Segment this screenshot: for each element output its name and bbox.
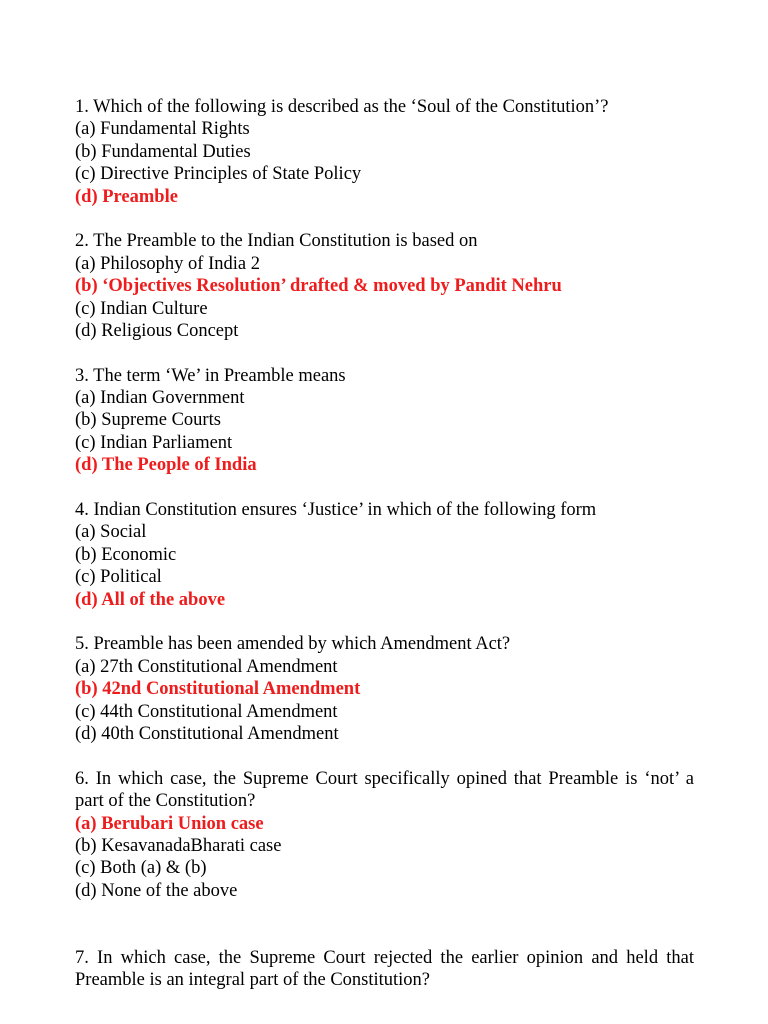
option: (c) Indian Parliament [75, 432, 233, 453]
option: (a) Indian Government [75, 388, 245, 409]
correct-answer: (d) All of the above [75, 589, 226, 610]
question-block [75, 96, 694, 208]
correct-answer: (d) The People of India [75, 455, 257, 476]
correct-answer: (b) ‘Objectives Resolution’ drafted & moved by Pandit Nehru [75, 276, 562, 297]
option: (c) Directive Principles of State Policy [75, 164, 362, 185]
question-text: 7. In which case, the Supreme Court rejected the earlier opinion and held that Preamble is an integral part of the Constitution? [75, 947, 694, 991]
option: (c) Both (a) & (b) [75, 858, 207, 879]
correct-answer: (a) Berubari Union case [75, 813, 264, 834]
option: (c) Political [75, 567, 162, 588]
option: (b) Supreme Courts [75, 410, 221, 431]
question-text: 3. The term ‘We’ in Preamble means [75, 365, 346, 386]
question-block [75, 365, 694, 477]
question-text: 1. Which of the following is described as the ‘Soul of the Constitution’? [75, 97, 609, 117]
correct-answer: (d) Preamble [75, 186, 178, 207]
option: (c) Indian Culture [75, 298, 208, 319]
option: (d) None of the above [75, 880, 238, 901]
option: (b) Economic [75, 544, 177, 565]
option: (d) 40th Constitutional Amendment [75, 723, 339, 744]
correct-answer: (b) 42nd Constitutional Amendment [75, 679, 361, 700]
option: (a) Social [75, 522, 147, 543]
question-block [75, 230, 694, 342]
question-block [75, 499, 694, 611]
option: (c) 44th Constitutional Amendment [75, 701, 338, 722]
quiz-document [75, 96, 694, 992]
option: (a) 27th Constitutional Amendment [75, 656, 338, 677]
question-text: 5. Preamble has been amended by which Amendment Act? [75, 634, 511, 655]
option: (a) Fundamental Rights [75, 119, 250, 140]
question-block [75, 768, 694, 902]
question-text: 2. The Preamble to the Indian Constitution is based on [75, 231, 478, 252]
question-text: 4. Indian Constitution ensures ‘Justice’ in which of the following form [75, 500, 597, 521]
question-block [75, 947, 694, 992]
question-block [75, 633, 694, 745]
option: (a) Philosophy of India 2 [75, 253, 260, 274]
question-text: 6. In which case, the Supreme Court specifically opined that Preamble is ‘not’ a part of the Constitution? [75, 768, 694, 812]
option: (b) Fundamental Duties [75, 141, 251, 162]
option: (d) Religious Concept [75, 320, 239, 341]
option: (b) KesavanadaBharati case [75, 835, 282, 856]
